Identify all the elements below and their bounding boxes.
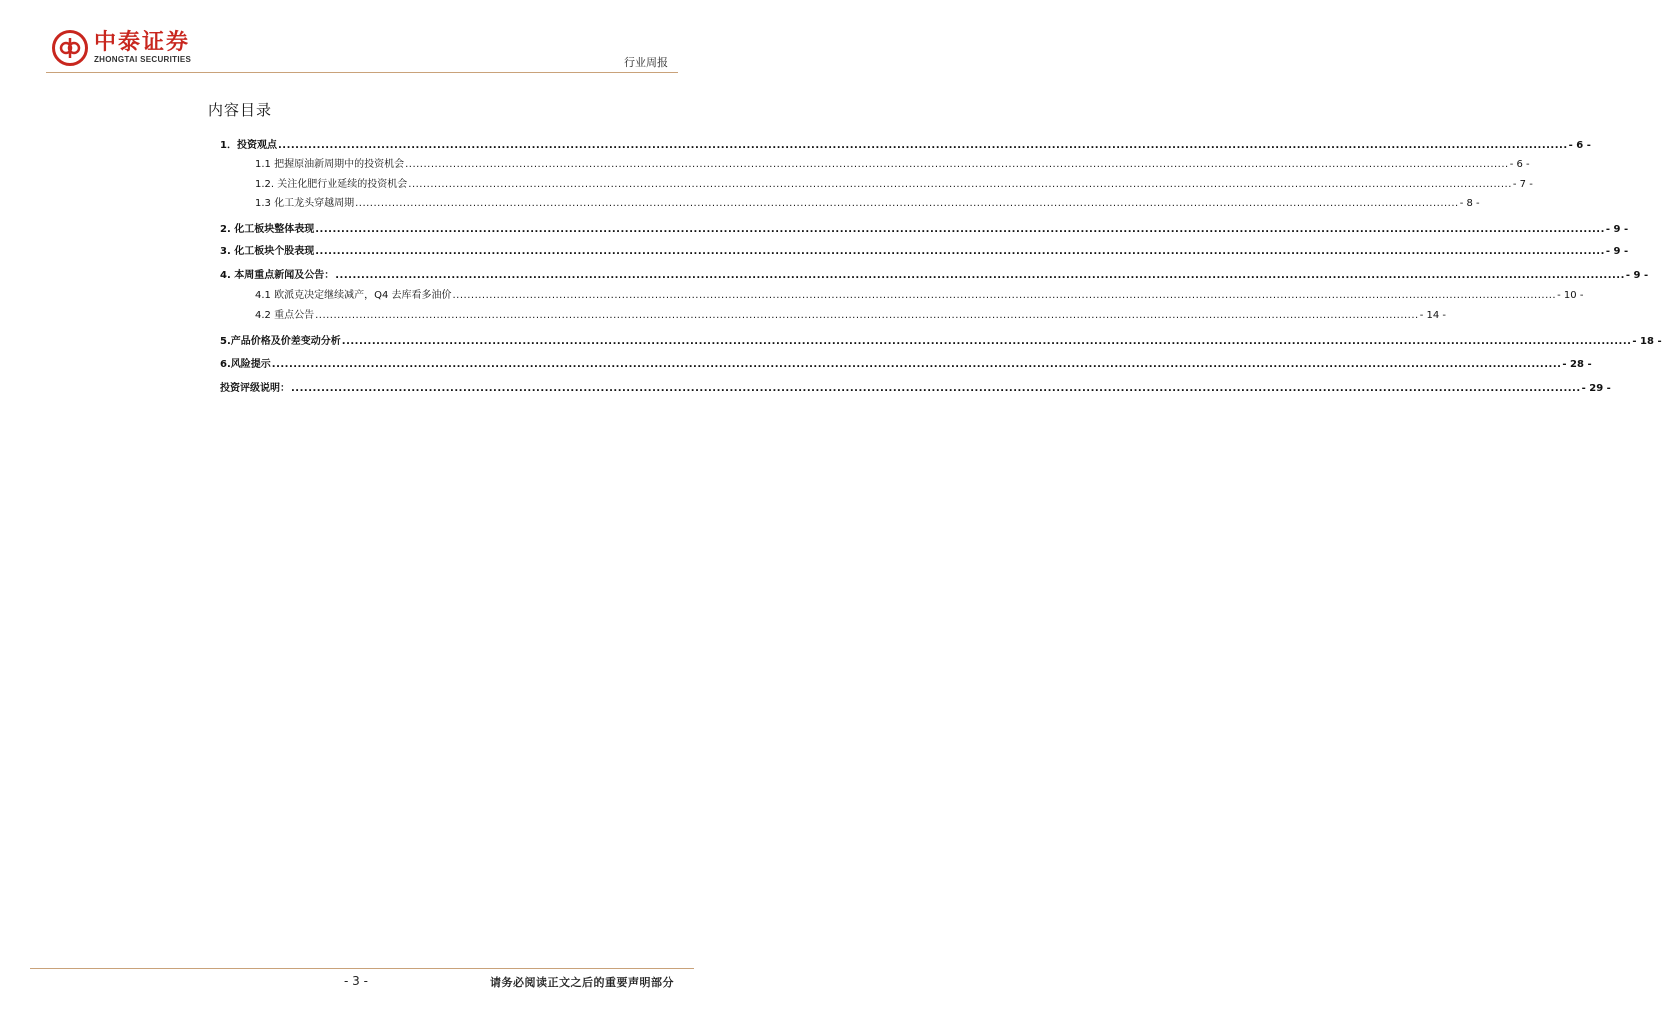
toc-entry-label: 6.风险提示 xyxy=(220,359,271,370)
toc-entry-label: 4.2 重点公告 xyxy=(255,310,315,321)
logo-chinese-name: 中泰证券 xyxy=(94,30,191,55)
toc-entry-page: - 6 - xyxy=(1509,159,1530,170)
toc-entry-label: 5.产品价格及价差变动分析 xyxy=(220,336,341,347)
toc-entry-label: 1.3 化工龙头穿越周期 xyxy=(255,198,355,209)
zhongtai-logo-icon xyxy=(52,30,88,66)
toc-entry[interactable] xyxy=(255,156,1530,170)
toc-leader-dots: ............................................................................................................................................................................................................................................................................................................ xyxy=(452,290,1557,301)
toc-entry-page: - 8 - xyxy=(1459,198,1480,209)
footer-divider xyxy=(30,968,694,969)
toc-entry[interactable] xyxy=(220,380,1611,394)
toc-entry-page: - 9 - xyxy=(1605,246,1629,257)
toc-entry[interactable] xyxy=(255,287,1584,301)
footer-disclaimer: 请务必阅读正文之后的重要声明部分 xyxy=(490,976,674,989)
toc-leader-dots: ............................................................................................................................................................................................................................................................................................................ xyxy=(341,336,1632,347)
toc-leader-dots: ............................................................................................................................................................................................................................................................................................................ xyxy=(315,310,1419,321)
toc-entry[interactable] xyxy=(220,356,1592,370)
toc-entry-label: 1.1 把握原油新周期中的投资机会 xyxy=(255,159,405,170)
toc-entry-page: - 10 - xyxy=(1557,290,1584,301)
toc-leader-dots: ............................................................................................................................................................................................................................................................................................................ xyxy=(315,224,1605,235)
logo-english-name: ZHONGTAI SECURITIES xyxy=(94,55,192,64)
page-header xyxy=(0,0,724,80)
toc-entry[interactable] xyxy=(255,176,1533,190)
toc-leader-dots: ............................................................................................................................................................................................................................................................................................................ xyxy=(405,159,1509,170)
toc-entry-page: - 6 - xyxy=(1568,140,1591,151)
toc-entry-label: 1．投资观点 xyxy=(220,140,277,151)
toc-entry-page: - 7 - xyxy=(1512,179,1533,190)
toc-entry[interactable] xyxy=(255,195,1480,209)
toc-entry-label: 3. 化工板块个股表现 xyxy=(220,246,315,257)
toc-entry-page: - 18 - xyxy=(1632,336,1662,347)
toc-entry-label: 4.1 欧派克决定继续减产，Q4 去库看多油价 xyxy=(255,290,452,301)
toc-entry[interactable] xyxy=(255,307,1447,321)
toc-entry[interactable] xyxy=(220,333,1662,347)
toc-entry-page: - 9 - xyxy=(1605,224,1629,235)
toc-entry-page: - 14 - xyxy=(1419,310,1447,321)
toc-entry-page: - 9 - xyxy=(1625,270,1649,281)
report-type: 行业周报 xyxy=(624,56,668,69)
toc-entry[interactable] xyxy=(220,267,1649,281)
toc-title: 内容目录 xyxy=(208,101,273,119)
page-number: - 3 - xyxy=(344,974,368,988)
toc-leader-dots: ............................................................................................................................................................................................................................................................................................................ xyxy=(291,383,1581,394)
toc-leader-dots: ............................................................................................................................................................................................................................................................................................................ xyxy=(335,270,1625,281)
toc-entry[interactable] xyxy=(220,137,1591,151)
company-logo xyxy=(52,30,191,66)
toc-entry-label: 2. 化工板块整体表现 xyxy=(220,224,315,235)
toc-entry[interactable] xyxy=(220,221,1629,235)
header-divider xyxy=(46,72,678,73)
toc-entry-page: - 28 - xyxy=(1562,359,1592,370)
toc-entry-label: 投资评级说明： xyxy=(220,383,290,394)
toc-leader-dots: ............................................................................................................................................................................................................................................................................................................ xyxy=(315,246,1605,257)
toc-entry-page: - 29 - xyxy=(1581,383,1611,394)
toc-leader-dots: ............................................................................................................................................................................................................................................................................................................ xyxy=(355,198,1459,209)
toc-entry-label: 1.2. 关注化肥行业延续的投资机会 xyxy=(255,179,408,190)
toc-leader-dots: ............................................................................................................................................................................................................................................................................................................ xyxy=(277,140,1568,151)
toc-entry-label: 4. 本周重点新闻及公告： xyxy=(220,270,335,281)
toc-leader-dots: ............................................................................................................................................................................................................................................................................................................ xyxy=(408,179,1512,190)
toc-entry[interactable] xyxy=(220,243,1629,257)
toc-leader-dots: ............................................................................................................................................................................................................................................................................................................ xyxy=(271,359,1562,370)
